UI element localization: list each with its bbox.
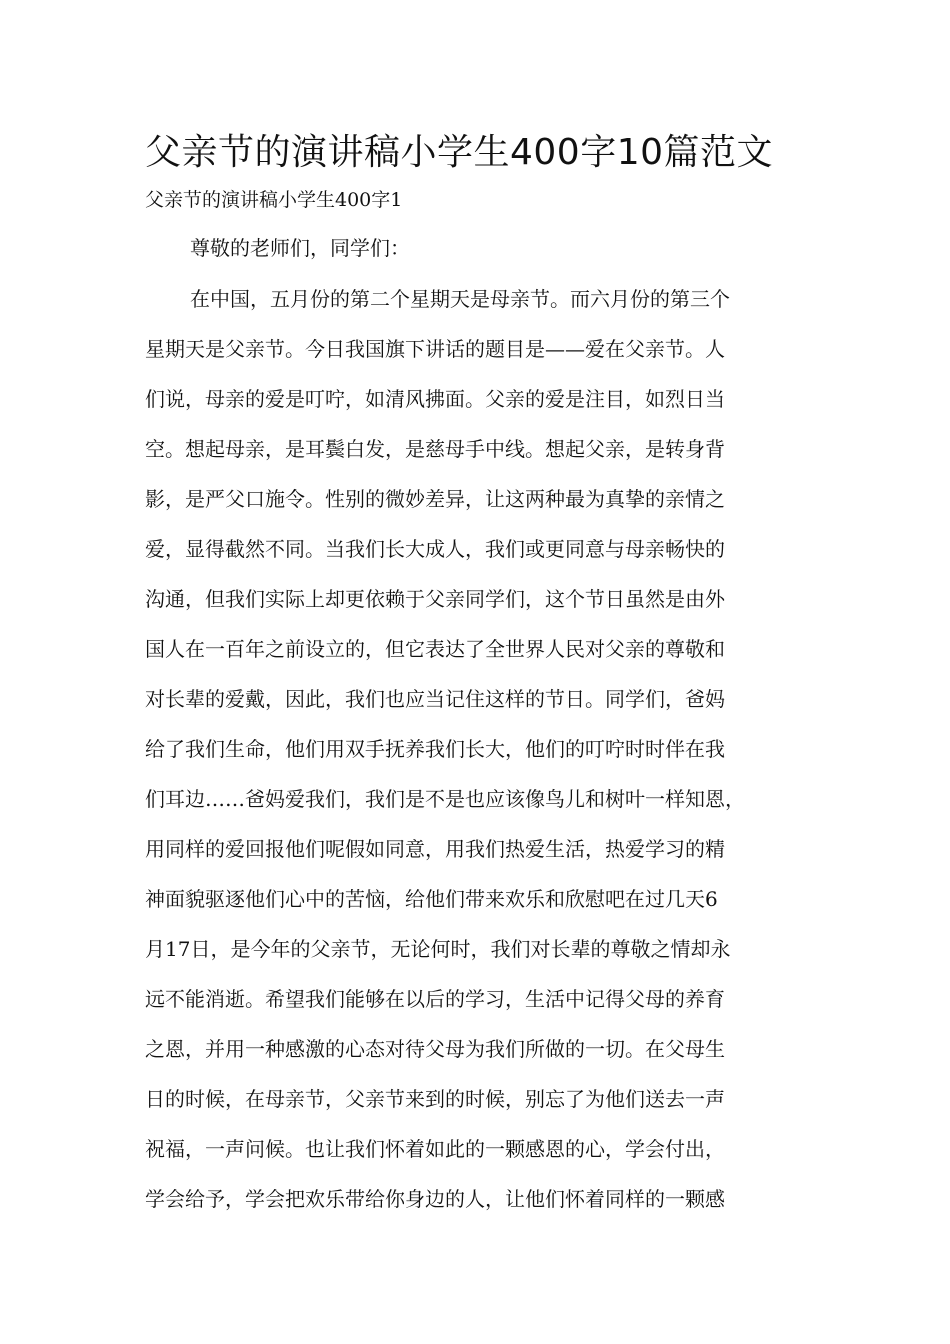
body-line: 星期天是父亲节。今日我国旗下讲话的题目是——爱在父亲节。人 — [145, 337, 725, 361]
body-line: 远不能消逝。希望我们能够在以后的学习，生活中记得父母的养育 — [145, 987, 725, 1011]
body-line: 学会给予，学会把欢乐带给你身边的人，让他们怀着同样的一颗感 — [145, 1187, 725, 1211]
body-line: 影，是严父口施令。性别的微妙差异，让这两种最为真挚的亲情之 — [145, 487, 725, 511]
body-line: 国人在一百年之前设立的，但它表达了全世界人民对父亲的尊敬和 — [145, 637, 725, 661]
body-line: 沟通，但我们实际上却更依赖于父亲同学们，这个节日虽然是由外 — [145, 587, 725, 611]
section-heading: 父亲节的演讲稿小学生400字1 — [145, 189, 403, 211]
body-line: 在中国，五月份的第二个星期天是母亲节。而六月份的第三个 — [190, 287, 730, 311]
body-line: 之恩，并用一种感激的心态对待父母为我们所做的一切。在父母生 — [145, 1037, 725, 1061]
body-line: 给了我们生命，他们用双手抚养我们长大，他们的叮咛时时伴在我 — [145, 737, 725, 761]
body-line: 神面貌驱逐他们心中的苦恼，给他们带来欢乐和欣慰吧在过几天6 — [145, 887, 718, 911]
body-line: 爱，显得截然不同。当我们长大成人，我们或更同意与母亲畅快的 — [145, 537, 725, 561]
body-line: 对长辈的爱戴，因此，我们也应当记住这样的节日。同学们，爸妈 — [145, 687, 725, 711]
body-line: 月17日，是今年的父亲节，无论何时，我们对长辈的尊敬之情却永 — [145, 937, 731, 961]
body-line: 祝福，一声问候。也让我们怀着如此的一颗感恩的心，学会付出， — [145, 1137, 725, 1161]
body-line: 用同样的爱回报他们呢假如同意，用我们热爱生活，热爱学习的精 — [145, 837, 725, 861]
body-line: 们说，母亲的爱是叮咛，如清风拂面。父亲的爱是注目，如烈日当 — [145, 387, 725, 411]
document-title: 父亲节的演讲稿小学生400字10篇范文 — [145, 132, 774, 173]
body-line: 空。想起母亲，是耳鬓白发，是慈母手中线。想起父亲，是转身背 — [145, 437, 725, 461]
body-line: 日的时候，在母亲节，父亲节来到的时候，别忘了为他们送去一声 — [145, 1087, 725, 1111]
salutation-line: 尊敬的老师们，同学们： — [190, 236, 410, 260]
body-line: 们耳边……爸妈爱我们，我们是不是也应该像鸟儿和树叶一样知恩， — [145, 787, 745, 811]
